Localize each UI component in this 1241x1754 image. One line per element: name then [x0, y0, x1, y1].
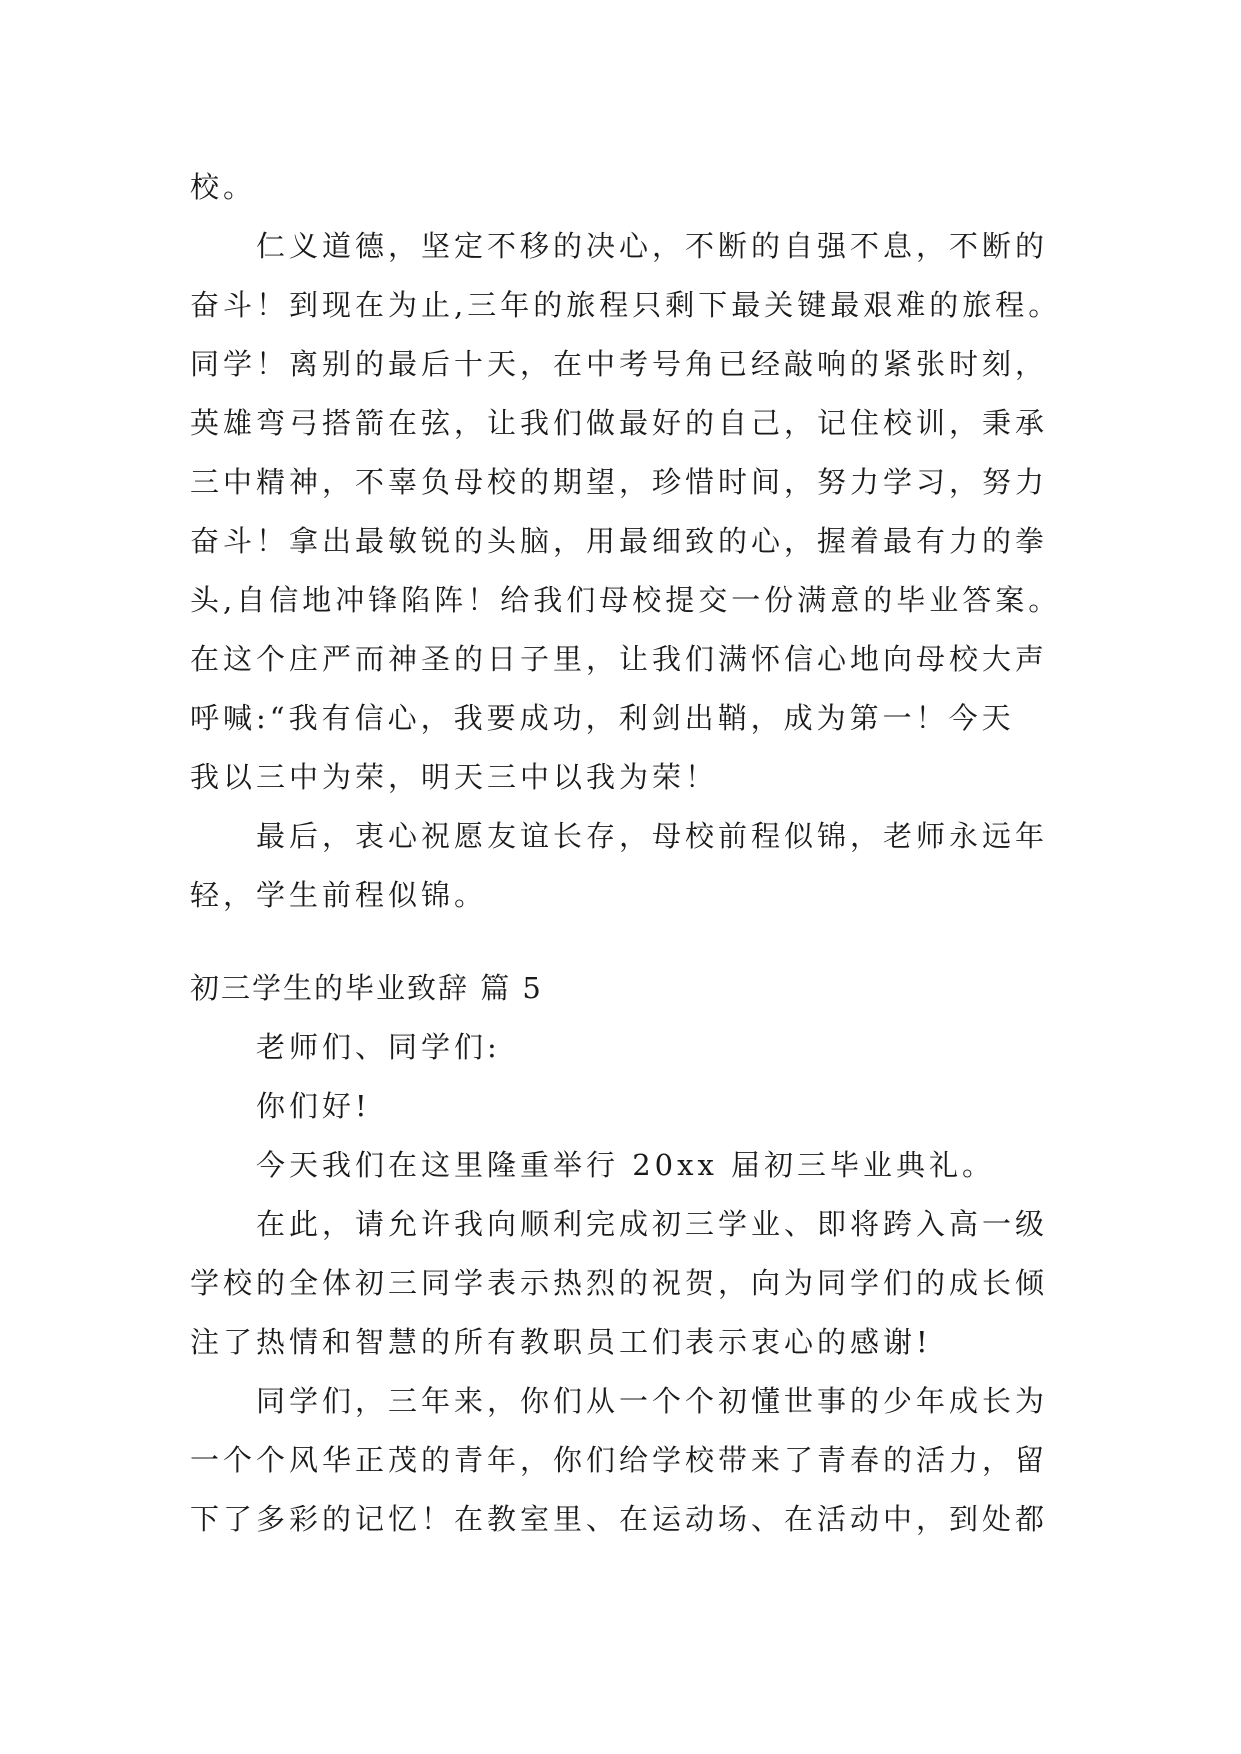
- text-line: 英雄弯弓搭箭在弦，让我们做最好的自己，记住校训，秉承: [190, 406, 1049, 440]
- paragraph-start-line: 仁义道德，坚定不移的决心，不断的自强不息，不断的: [256, 229, 1049, 263]
- section-title: 初三学生的毕业致辞 篇 5: [190, 971, 543, 1005]
- paragraph-start-line: 同学们，三年来，你们从一个个初懂世事的少年成长为: [256, 1384, 1049, 1418]
- text-line: 校。: [190, 170, 257, 204]
- text-line: 一个个风华正茂的青年，你们给学校带来了青春的活力，留: [190, 1443, 1049, 1477]
- text-line: 三中精神，不辜负母校的期望，珍惜时间，努力学习，努力: [190, 465, 1049, 499]
- greeting-line: 你们好!: [256, 1089, 371, 1123]
- text-line: 我以三中为荣，明天三中以我为荣！: [190, 760, 719, 794]
- paragraph-start-line: 在此，请允许我向顺利完成初三学业、即将跨入高一级: [256, 1207, 1049, 1241]
- text-line: 在这个庄严而神圣的日子里，让我们满怀信心地向母校大声: [190, 642, 1049, 676]
- text-line: 奋斗！拿出最敏锐的头脑，用最细致的心，握着最有力的拳: [190, 524, 1049, 558]
- salutation-line: 老师们、同学们:: [256, 1030, 501, 1064]
- section-gap: [190, 925, 1070, 959]
- document-body: [190, 158, 1070, 1549]
- text-line: 同学！离别的最后十天，在中考号角已经敲响的紧张时刻，: [190, 347, 1049, 381]
- text-line: 学校的全体初三同学表示热烈的祝贺，向为同学们的成长倾: [190, 1266, 1049, 1300]
- text-line: 头,自信地冲锋陷阵！给我们母校提交一份满意的毕业答案。: [190, 583, 1062, 617]
- paragraph-start-line: 最后，衷心祝愿友谊长存，母校前程似锦，老师永远年: [256, 819, 1049, 853]
- text-line: 奋斗！到现在为止,三年的旅程只剩下最关键最艰难的旅程。: [190, 288, 1062, 322]
- text-line: 下了多彩的记忆！在教室里、在运动场、在活动中，到处都: [190, 1502, 1049, 1536]
- paragraph-start-line: 今天我们在这里隆重举行 20xx 届初三毕业典礼。: [256, 1148, 996, 1182]
- text-line: 呼喊:“我有信心，我要成功，利剑出鞘，成为第一！今天: [190, 701, 1015, 735]
- text-line: 轻，学生前程似锦。: [190, 878, 488, 912]
- text-line: 注了热情和智慧的所有教职员工们表示衷心的感谢!: [190, 1325, 932, 1359]
